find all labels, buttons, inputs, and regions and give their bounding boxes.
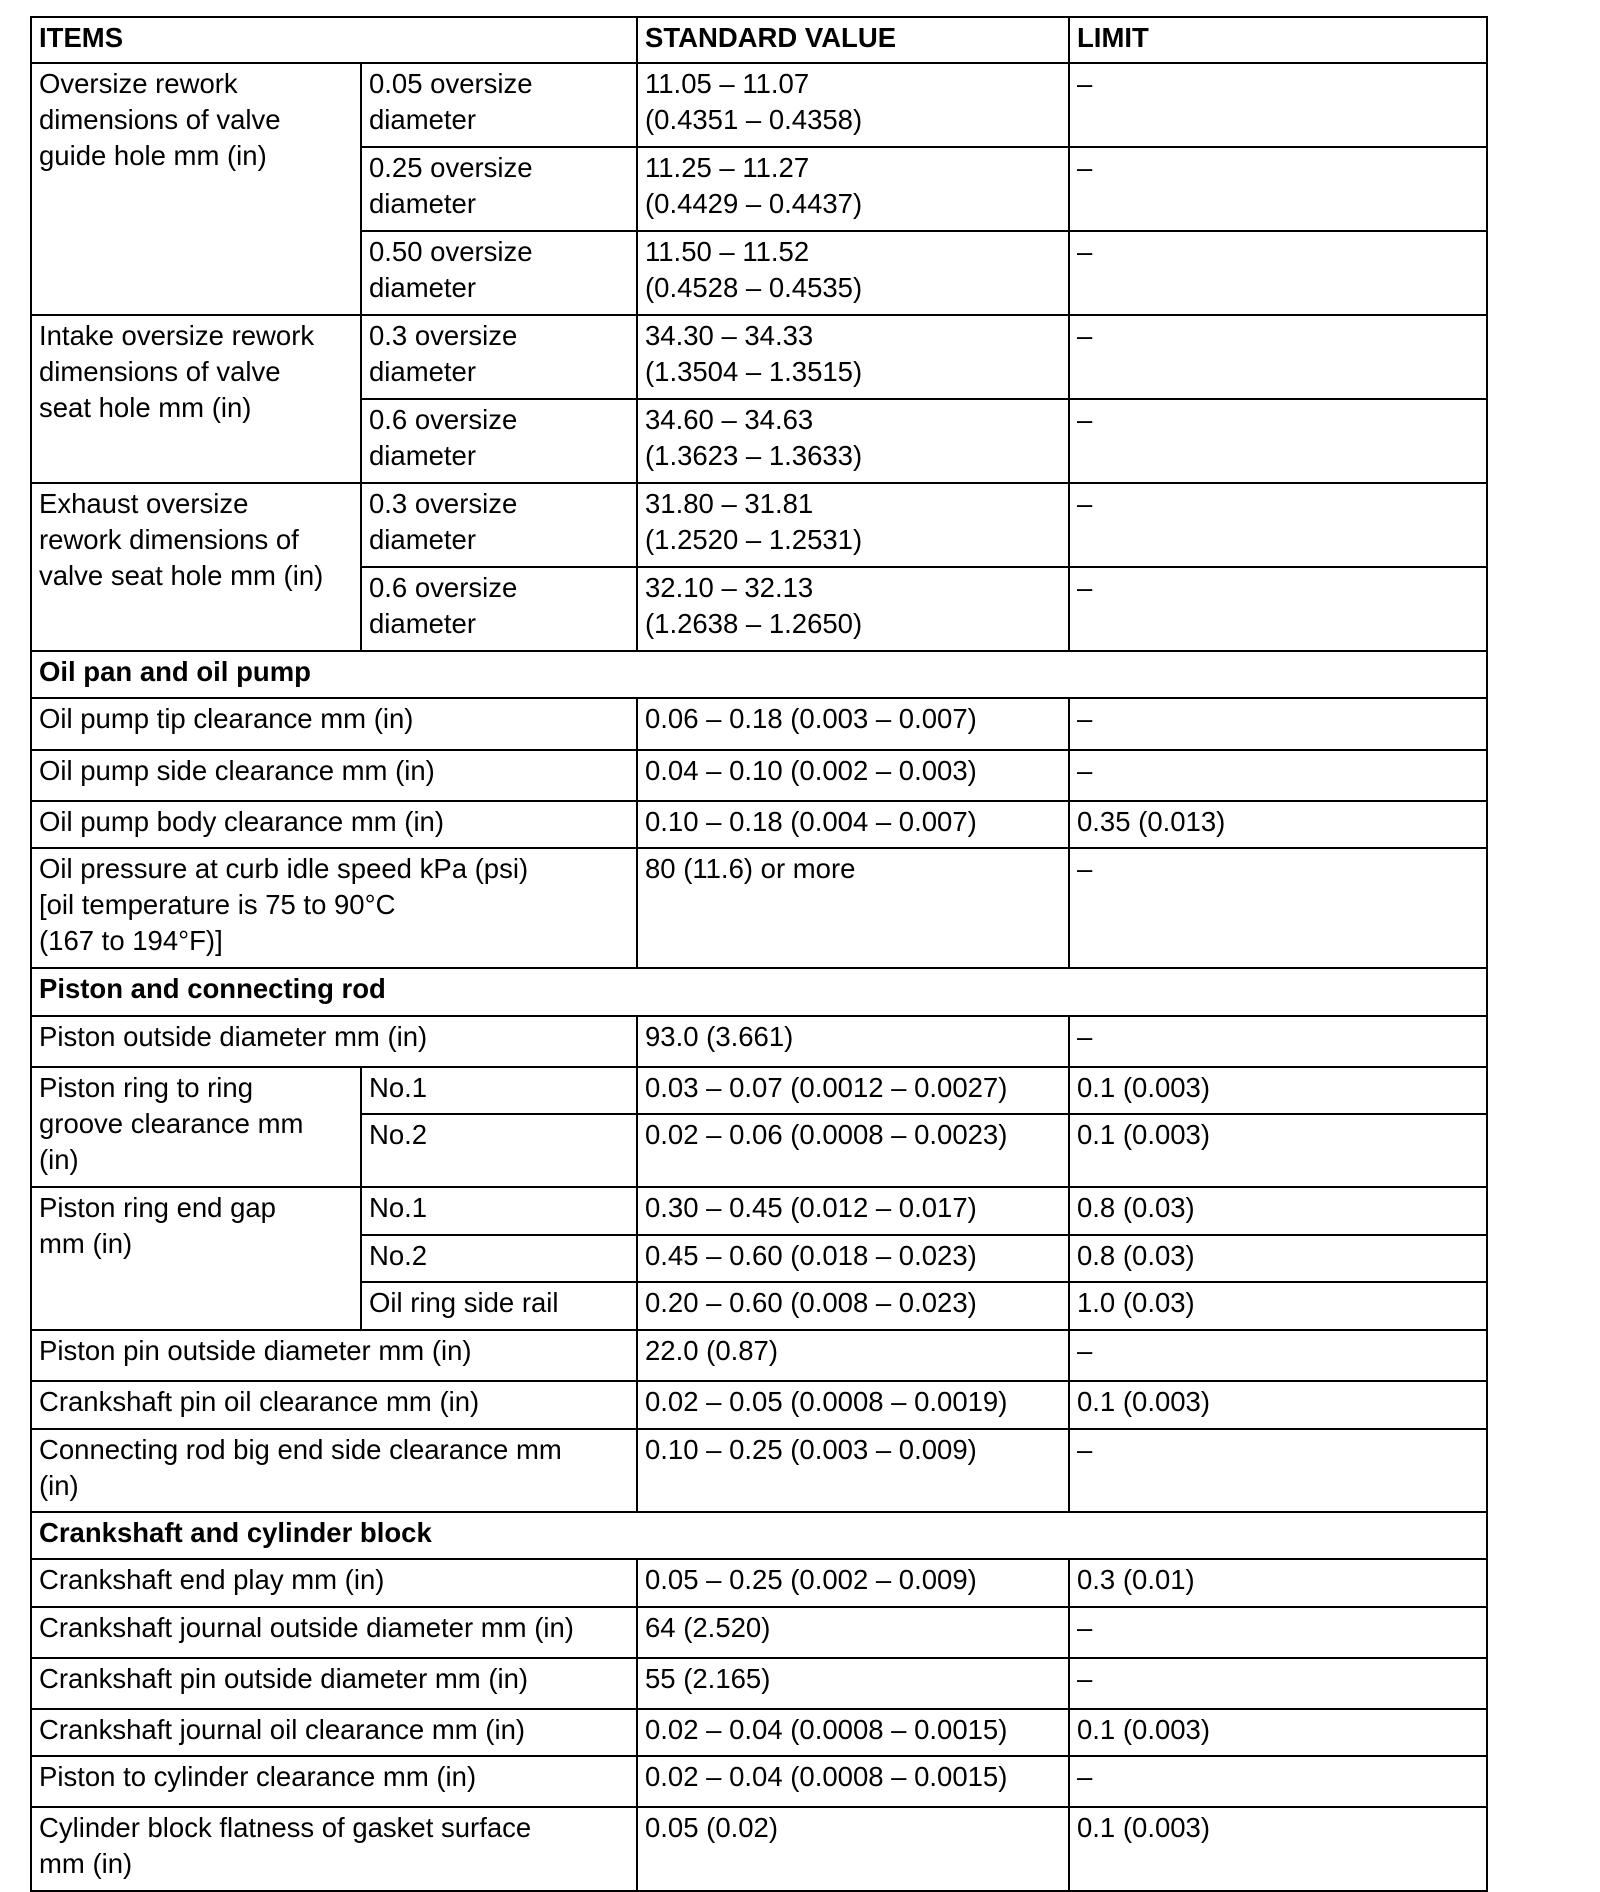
spec-table xyxy=(30,16,1488,1892)
sub-item: 0.3 oversize diameter xyxy=(361,483,637,567)
sub-item: No.2 xyxy=(361,1235,637,1282)
standard-value: 0.06 – 0.18 (0.003 – 0.007) xyxy=(637,698,1069,750)
sub-item: 0.25 oversize diameter xyxy=(361,147,637,231)
standard-value: 34.30 – 34.33 (1.3504 – 1.3515) xyxy=(637,315,1069,399)
standard-value: 0.20 – 0.60 (0.008 – 0.023) xyxy=(637,1282,1069,1330)
item-label: Exhaust oversize rework dimensions of valve seat hole mm (in) xyxy=(31,483,361,651)
header-standard-value: STANDARD VALUE xyxy=(637,17,1069,63)
limit-value: – xyxy=(1069,399,1487,483)
limit-value: – xyxy=(1069,483,1487,567)
limit-value: 0.8 (0.03) xyxy=(1069,1235,1487,1282)
standard-value: 0.03 – 0.07 (0.0012 – 0.0027) xyxy=(637,1067,1069,1114)
item-label: Piston ring to ring groove clearance mm (in) xyxy=(31,1067,361,1187)
item-label: Crankshaft journal outside diameter mm (in) xyxy=(31,1607,637,1658)
table-row xyxy=(31,1658,1487,1709)
standard-value: 31.80 – 31.81 (1.2520 – 1.2531) xyxy=(637,483,1069,567)
standard-value: 64 (2.520) xyxy=(637,1607,1069,1658)
limit-value: 0.1 (0.003) xyxy=(1069,1807,1487,1891)
limit-value: – xyxy=(1069,147,1487,231)
section-row xyxy=(31,651,1487,698)
table-row xyxy=(31,1559,1487,1607)
standard-value: 0.10 – 0.25 (0.003 – 0.009) xyxy=(637,1429,1069,1512)
item-label: Crankshaft journal oil clearance mm (in) xyxy=(31,1709,637,1756)
limit-value: – xyxy=(1069,1429,1487,1512)
section-heading: Piston and connecting rod xyxy=(31,968,1487,1016)
sub-item: No.1 xyxy=(361,1067,637,1114)
limit-value: – xyxy=(1069,1658,1487,1709)
item-label: Cylinder block flatness of gasket surface mm (in) xyxy=(31,1807,637,1891)
table-row xyxy=(31,315,1487,399)
limit-value: – xyxy=(1069,231,1487,315)
limit-value: 0.1 (0.003) xyxy=(1069,1381,1487,1429)
item-label: Oversize rework dimensions of valve guide hole mm (in) xyxy=(31,63,361,315)
limit-value: – xyxy=(1069,1016,1487,1067)
section-row xyxy=(31,1512,1487,1559)
table-row xyxy=(31,483,1487,567)
sub-item: 0.3 oversize diameter xyxy=(361,315,637,399)
standard-value: 0.02 – 0.05 (0.0008 – 0.0019) xyxy=(637,1381,1069,1429)
standard-value: 0.45 – 0.60 (0.018 – 0.023) xyxy=(637,1235,1069,1282)
standard-value: 55 (2.165) xyxy=(637,1658,1069,1709)
limit-value: 0.8 (0.03) xyxy=(1069,1187,1487,1235)
sub-item: Oil ring side rail xyxy=(361,1282,637,1330)
item-label: Crankshaft pin oil clearance mm (in) xyxy=(31,1381,637,1429)
sub-item: 0.6 oversize diameter xyxy=(361,567,637,651)
standard-value: 80 (11.6) or more xyxy=(637,848,1069,968)
standard-value: 0.02 – 0.06 (0.0008 – 0.0023) xyxy=(637,1114,1069,1187)
limit-value: 0.1 (0.003) xyxy=(1069,1067,1487,1114)
item-label: Piston pin outside diameter mm (in) xyxy=(31,1330,637,1381)
table-row xyxy=(31,1709,1487,1756)
limit-value: – xyxy=(1069,1756,1487,1807)
sub-item: 0.50 oversize diameter xyxy=(361,231,637,315)
table-row xyxy=(31,1807,1487,1891)
limit-value: – xyxy=(1069,1607,1487,1658)
item-label: Crankshaft end play mm (in) xyxy=(31,1559,637,1607)
header-row xyxy=(31,17,1487,63)
limit-value: 1.0 (0.03) xyxy=(1069,1282,1487,1330)
limit-value: – xyxy=(1069,63,1487,147)
standard-value: 0.02 – 0.04 (0.0008 – 0.0015) xyxy=(637,1709,1069,1756)
section-heading: Crankshaft and cylinder block xyxy=(31,1512,1487,1559)
standard-value: 93.0 (3.661) xyxy=(637,1016,1069,1067)
table-row xyxy=(31,848,1487,968)
standard-value: 32.10 – 32.13 (1.2638 – 1.2650) xyxy=(637,567,1069,651)
item-label: Piston outside diameter mm (in) xyxy=(31,1016,637,1067)
table-row xyxy=(31,1187,1487,1235)
limit-value: – xyxy=(1069,1330,1487,1381)
table-row xyxy=(31,1756,1487,1807)
sub-item: 0.05 oversize diameter xyxy=(361,63,637,147)
limit-value: 0.3 (0.01) xyxy=(1069,1559,1487,1607)
item-label: Crankshaft pin outside diameter mm (in) xyxy=(31,1658,637,1709)
limit-value: – xyxy=(1069,698,1487,750)
limit-value: – xyxy=(1069,750,1487,801)
standard-value: 0.10 – 0.18 (0.004 – 0.007) xyxy=(637,801,1069,848)
standard-value: 0.04 – 0.10 (0.002 – 0.003) xyxy=(637,750,1069,801)
sub-item: No.2 xyxy=(361,1114,637,1187)
table-row xyxy=(31,1330,1487,1381)
table-row xyxy=(31,1381,1487,1429)
standard-value: 0.30 – 0.45 (0.012 – 0.017) xyxy=(637,1187,1069,1235)
standard-value: 34.60 – 34.63 (1.3623 – 1.3633) xyxy=(637,399,1069,483)
item-label: Oil pump side clearance mm (in) xyxy=(31,750,637,801)
header-items: ITEMS xyxy=(31,17,637,63)
standard-value: 0.02 – 0.04 (0.0008 – 0.0015) xyxy=(637,1756,1069,1807)
item-label: Oil pump body clearance mm (in) xyxy=(31,801,637,848)
limit-value: – xyxy=(1069,567,1487,651)
table-row xyxy=(31,63,1487,147)
section-heading: Oil pan and oil pump xyxy=(31,651,1487,698)
header-limit: LIMIT xyxy=(1069,17,1487,63)
standard-value: 22.0 (0.87) xyxy=(637,1330,1069,1381)
limit-value: – xyxy=(1069,848,1487,968)
table-row xyxy=(31,698,1487,750)
table-row xyxy=(31,801,1487,848)
standard-value: 0.05 (0.02) xyxy=(637,1807,1069,1891)
item-label: Oil pressure at curb idle speed kPa (psi) [oil temperature is 75 to 90°C (167 to 194°F)] xyxy=(31,848,637,968)
table-row xyxy=(31,1429,1487,1512)
limit-value: 0.35 (0.013) xyxy=(1069,801,1487,848)
item-label: Piston to cylinder clearance mm (in) xyxy=(31,1756,637,1807)
limit-value: – xyxy=(1069,315,1487,399)
standard-value: 0.05 – 0.25 (0.002 – 0.009) xyxy=(637,1559,1069,1607)
table-row xyxy=(31,750,1487,801)
item-label: Intake oversize rework dimensions of valve seat hole mm (in) xyxy=(31,315,361,483)
standard-value: 11.25 – 11.27 (0.4429 – 0.4437) xyxy=(637,147,1069,231)
table-row xyxy=(31,1607,1487,1658)
item-label: Piston ring end gap mm (in) xyxy=(31,1187,361,1330)
item-label: Connecting rod big end side clearance mm (in) xyxy=(31,1429,637,1512)
section-row xyxy=(31,968,1487,1016)
limit-value: 0.1 (0.003) xyxy=(1069,1709,1487,1756)
limit-value: 0.1 (0.003) xyxy=(1069,1114,1487,1187)
item-label: Oil pump tip clearance mm (in) xyxy=(31,698,637,750)
table-row xyxy=(31,1016,1487,1067)
sub-item: 0.6 oversize diameter xyxy=(361,399,637,483)
sub-item: No.1 xyxy=(361,1187,637,1235)
standard-value: 11.50 – 11.52 (0.4528 – 0.4535) xyxy=(637,231,1069,315)
standard-value: 11.05 – 11.07 (0.4351 – 0.4358) xyxy=(637,63,1069,147)
table-row xyxy=(31,1067,1487,1114)
